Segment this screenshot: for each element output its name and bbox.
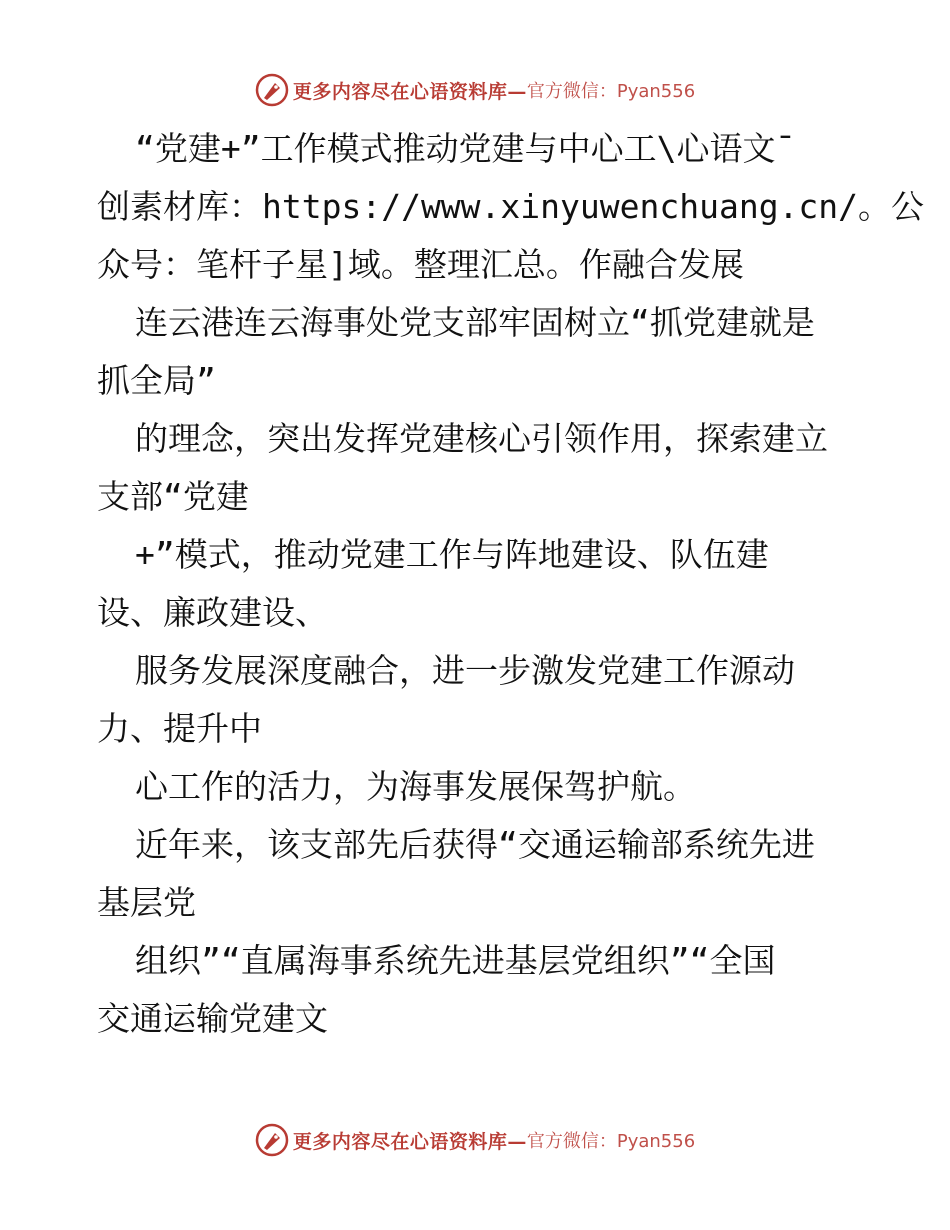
header-watermark xyxy=(0,70,950,110)
watermark-wechat: 官方微信：Pyan556 xyxy=(526,1131,696,1152)
document-body xyxy=(97,120,925,1048)
watermark-wechat: 官方微信：Pyan556 xyxy=(526,81,696,102)
body-line: 支部“党建 xyxy=(97,477,249,516)
body-line: 连云港连云海事处党支部牢固树立“抓党建就是 xyxy=(135,303,815,342)
body-line: 创素材库：https://www.xinyuwenchuang.cn/。公 xyxy=(97,187,925,226)
body-line: “党建+”工作模式推动党建与中心工\心语文¯ xyxy=(135,129,796,168)
body-line: 的理念，突出发挥党建核心引领作用，探索建立 xyxy=(135,419,828,458)
body-line: 近年来，该支部先后获得“交通运输部系统先进 xyxy=(135,825,815,864)
watermark-text: 更多内容尽在心语资料库— xyxy=(292,80,527,103)
pen-nib-icon xyxy=(255,73,289,107)
body-line: 众号：笔杆子星]域。整理汇总。作融合发展 xyxy=(97,245,744,284)
body-line: 设、廉政建设、 xyxy=(97,593,328,632)
pen-nib-icon xyxy=(255,1123,289,1157)
body-line: 组织”“直属海事系统先进基层党组织”“全国 xyxy=(135,941,776,980)
body-line: 力、提升中 xyxy=(97,709,262,748)
watermark-text: 更多内容尽在心语资料库— xyxy=(292,1130,527,1153)
footer-watermark xyxy=(0,1120,950,1160)
body-line: 心工作的活力，为海事发展保驾护航。 xyxy=(135,767,696,806)
body-line: 基层党 xyxy=(97,883,196,922)
body-line: 抓全局” xyxy=(97,361,216,400)
body-line: 交通运输党建文 xyxy=(97,999,328,1038)
body-line: +”模式，推动党建工作与阵地建设、队伍建 xyxy=(135,535,769,574)
body-line: 服务发展深度融合，进一步激发党建工作源动 xyxy=(135,651,795,690)
